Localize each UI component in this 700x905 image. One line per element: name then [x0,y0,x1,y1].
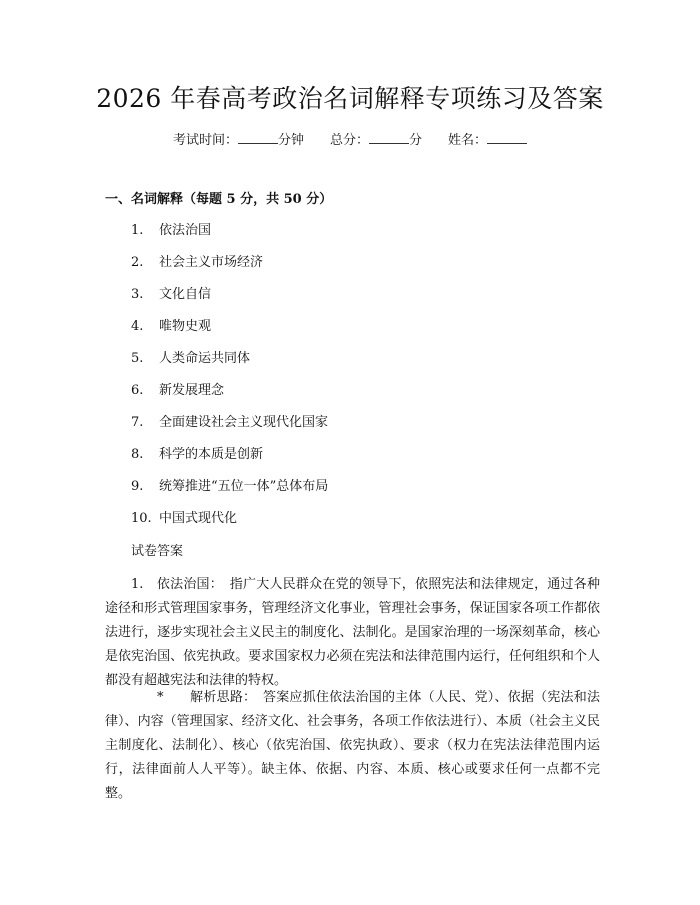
time-label: 考试时间： [172,133,238,148]
list-item [131,477,328,509]
item-text: 新发展理念 [159,383,225,398]
list-item [131,509,328,541]
list-item [131,221,328,253]
section-title: 一、名词解释（每题 5 分，共 50 分） [105,192,333,207]
item-number: 4. [131,319,144,334]
exam-meta-line [0,131,700,151]
list-item [131,445,328,477]
list-item [131,285,328,317]
answers-heading: 试卷答案 [131,544,184,559]
item-number: 8. [131,447,144,462]
answer-paragraph: 1. 依法治国： 指广大人民群众在党的领导下，依照宪法和法律规定，通过各种途径和形式管理国家事务，管理经济文化事业，管理社会事务，保证国家各项工作都依法进行，逐步实现社会主义民主的制度化、法制化。是国家治理的一场深刻革命，核心是依宪治国、依宪执政。要求国家权力必须在宪法和法律范围内运行，任何组织和个人都没有超越宪法和法律的特权。 [105,577,600,688]
item-text: 依法治国 [159,223,212,238]
time-unit: 分钟 [277,133,304,148]
item-number: 3. [131,287,144,302]
list-item [131,413,328,445]
time-blank[interactable] [238,131,278,144]
item-text: 中国式现代化 [159,511,238,526]
score-unit: 分 [409,133,423,148]
analysis-paragraph: * 解析思路： 答案应抓住依法治国的主体（人民、党）、依据（宪法和法律）、内容（管理国家、经济文化、社会事务，各项工作依法进行）、本质（社会主义民主制度化、法制化）、核心（依宪治国、依宪执政）、要求（权力在宪法法律范围内运行，法律面前人人平等）。缺主体、依据、内容、本质、核心或要求任何一点都不完整。 [105,690,600,801]
list-item [131,253,328,285]
item-number: 2. [131,255,144,270]
item-text: 文化自信 [159,287,212,302]
item-text: 唯物史观 [159,319,212,334]
score-blank[interactable] [369,131,409,144]
question-list [131,221,328,541]
list-item [131,381,328,413]
name-label: 姓名： [448,133,488,148]
item-text: 全面建设社会主义现代化国家 [159,415,329,430]
page-title: 2026 年春高考政治名词解释专项练习及答案 [96,84,604,113]
item-text: 社会主义市场经济 [159,255,264,270]
list-item [131,349,328,381]
item-number: 6. [131,383,144,398]
item-number: 7. [131,415,144,430]
item-number: 9. [131,479,144,494]
item-text: 科学的本质是创新 [159,447,264,462]
item-number: 10. [131,511,152,526]
item-number: 5. [131,351,144,366]
name-blank[interactable] [487,131,527,144]
list-item [131,317,328,349]
item-text: 统筹推进“五位一体”总体布局 [159,479,329,494]
item-number: 1. [131,223,144,238]
score-label: 总分： [329,133,369,148]
item-text: 人类命运共同体 [159,351,251,366]
